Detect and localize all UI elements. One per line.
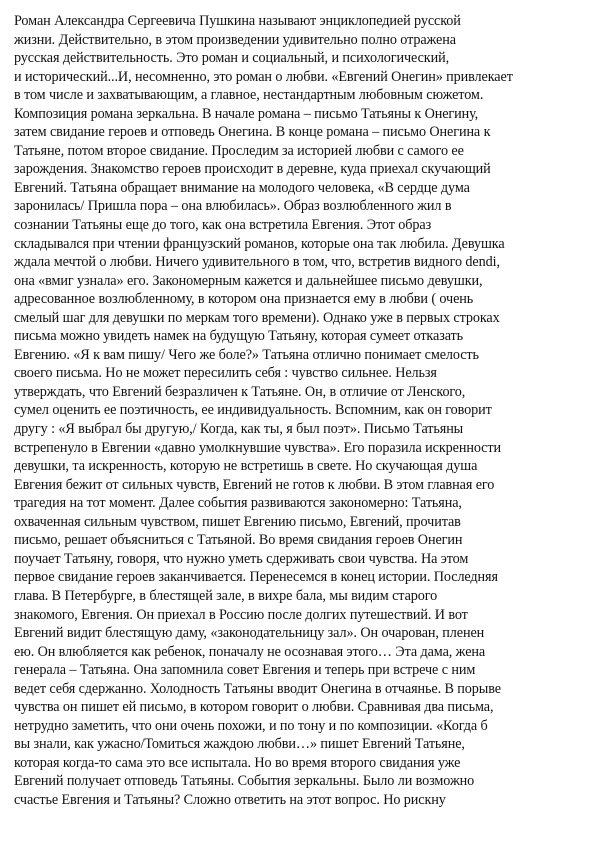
text-line: сознании Татьяны еще до того, как она встретила Евгения. Этот образ [14, 217, 432, 234]
text-line: глава. В Петербурге, в блестящей зале, в вихре бала, мы видим старого [14, 587, 438, 604]
text-line: Роман Александра Сергеевича Пушкина называют энциклопедией русской [14, 13, 461, 29]
text-line: первое свидание героев заканчивается. Перенесемся в конец истории. Последняя [14, 569, 498, 586]
text-line: охваченная сильным чувством, пишет Евгению письмо, Евгений, прочитав [14, 513, 461, 530]
text-line: Татьяне, потом второе свидание. Проследим за историей любви с самого ее [14, 142, 464, 159]
text-line: генерала – Татьяна. Она запомнила совет Евгения и теперь при встрече с ним [14, 662, 476, 679]
text-line: чувства он пишет ей письмо, в котором говорит о любви. Сравнивая два письма, [14, 699, 494, 716]
text-line: ею. Он влюбляется как ребенок, поначалу не осознавая этого… Эта дама, жена [14, 643, 486, 660]
text-line: встрепенуло в Евгении «давно умолкнувшие чувства». Его поразила искренности [14, 439, 501, 456]
text-line: сумел оценить ее поэтичность, ее индивидуальность. Вспомним, как он говорит [14, 402, 492, 419]
text-line: русская действительность. Это роман и социальный, и психологический, [14, 50, 450, 67]
text-line: она «вмиг узнала» его. Закономерным кажется и дальнейшее письмо девушки, [14, 272, 483, 289]
text-line: Евгений. Татьяна обращает внимание на молодого человека, «В сердце дума [14, 179, 470, 196]
text-line: трагедия на тот момент. Далее события развиваются закономерно: Татьяна, [14, 495, 462, 512]
text-line: утверждать, что Евгений безразличен к Татьяне. Он, в отличие от Ленского, [14, 383, 466, 400]
text-line: ждала мечтой о любви. Ничего удивительного в том, что, встретив видного dendi, [14, 254, 500, 271]
text-line: заронилась/ Пришла пора – она влюбилась». Образ возлюбленного жил в [14, 198, 452, 215]
text-line: затем свидание героев и отповедь Онегина. В конце романа – письмо Онегина к [14, 124, 491, 141]
text-line: Евгений видит блестящую даму, «законодательницу зал». Он очарован, пленен [14, 625, 485, 642]
text-line: Евгений получает отповедь Татьяны. События зеркальны. Было ли возможно [14, 773, 475, 790]
document-page [14, 12, 586, 832]
text-line: зарождения. Знакомство героев происходит в деревне, куда приехал скучающий [14, 161, 491, 178]
text-line: смелый шаг для девушки по меркам того времени). Однако уже в первых строках [14, 309, 500, 326]
text-line: знакомого, Евгения. Он приехал в Россию после долгих путешествий. И вот [14, 606, 468, 623]
text-line: счастье Евгения и Татьяны? Сложно ответить на этот вопрос. Но рискну [14, 791, 446, 808]
text-line: Композиция романа зеркальна. В начале романа – письмо Татьяны к Онегину, [14, 105, 479, 122]
text-line: письма можно увидеть намек на будущую Татьяну, которая сумеет отказать [14, 328, 464, 345]
text-line: вы знали, как ужасно/Томиться жаждою любви…» пишет Евгений Татьяне, [14, 736, 465, 753]
text-line: поучает Татьяну, говоря, что нужно уметь сдерживать свои чувства. На этом [14, 550, 469, 567]
text-line: которая когда-то сама это все испытала. Но во время второго свидания уже [14, 754, 461, 771]
text-line: девушки, та искренность, которую не встретишь в свете. Но скучающая душа [14, 458, 478, 475]
text-line: складывался при чтении французский романов, которые она так любила. Девушка [14, 235, 505, 252]
text-line: жизни. Действительно, в этом произведении удивительно полно отражена [14, 31, 456, 48]
text-line: в том числе и захватывающим, а главное, нестандартным любовным сюжетом. [14, 87, 484, 104]
text-line: письмо, решает объясниться с Татьяной. Во время свидания героев Онегин [14, 532, 463, 549]
text-line: своего письма. Но не может пересилить себя : чувство сильнее. Нельзя [14, 365, 437, 382]
text-line: нетрудно заметить, что они очень похожи, и по тону и по композиции. «Когда б [14, 717, 488, 734]
text-line: ведет себя сдержанно. Холодность Татьяны вводит Онегина в отчаянье. В порыве [14, 680, 501, 697]
text-line: другу : «Я выбрал бы другую,/ Когда, как ты, я был поэт». Письмо Татьяны [14, 421, 464, 438]
text-line: Евгения бежит от сильных чувств, Евгений не готов к любви. В этом главная его [14, 476, 495, 493]
text-line: и исторический...И, несомненно, это роман о любви. «Евгений Онегин» привлекает [14, 68, 513, 85]
text-line: адресованное возлюбленному, в котором она признается ему в любви ( очень [14, 291, 474, 308]
text-line: Евгению. «Я к вам пишу/ Чего же боле?» Татьяна отлично понимает смелость [14, 346, 479, 363]
